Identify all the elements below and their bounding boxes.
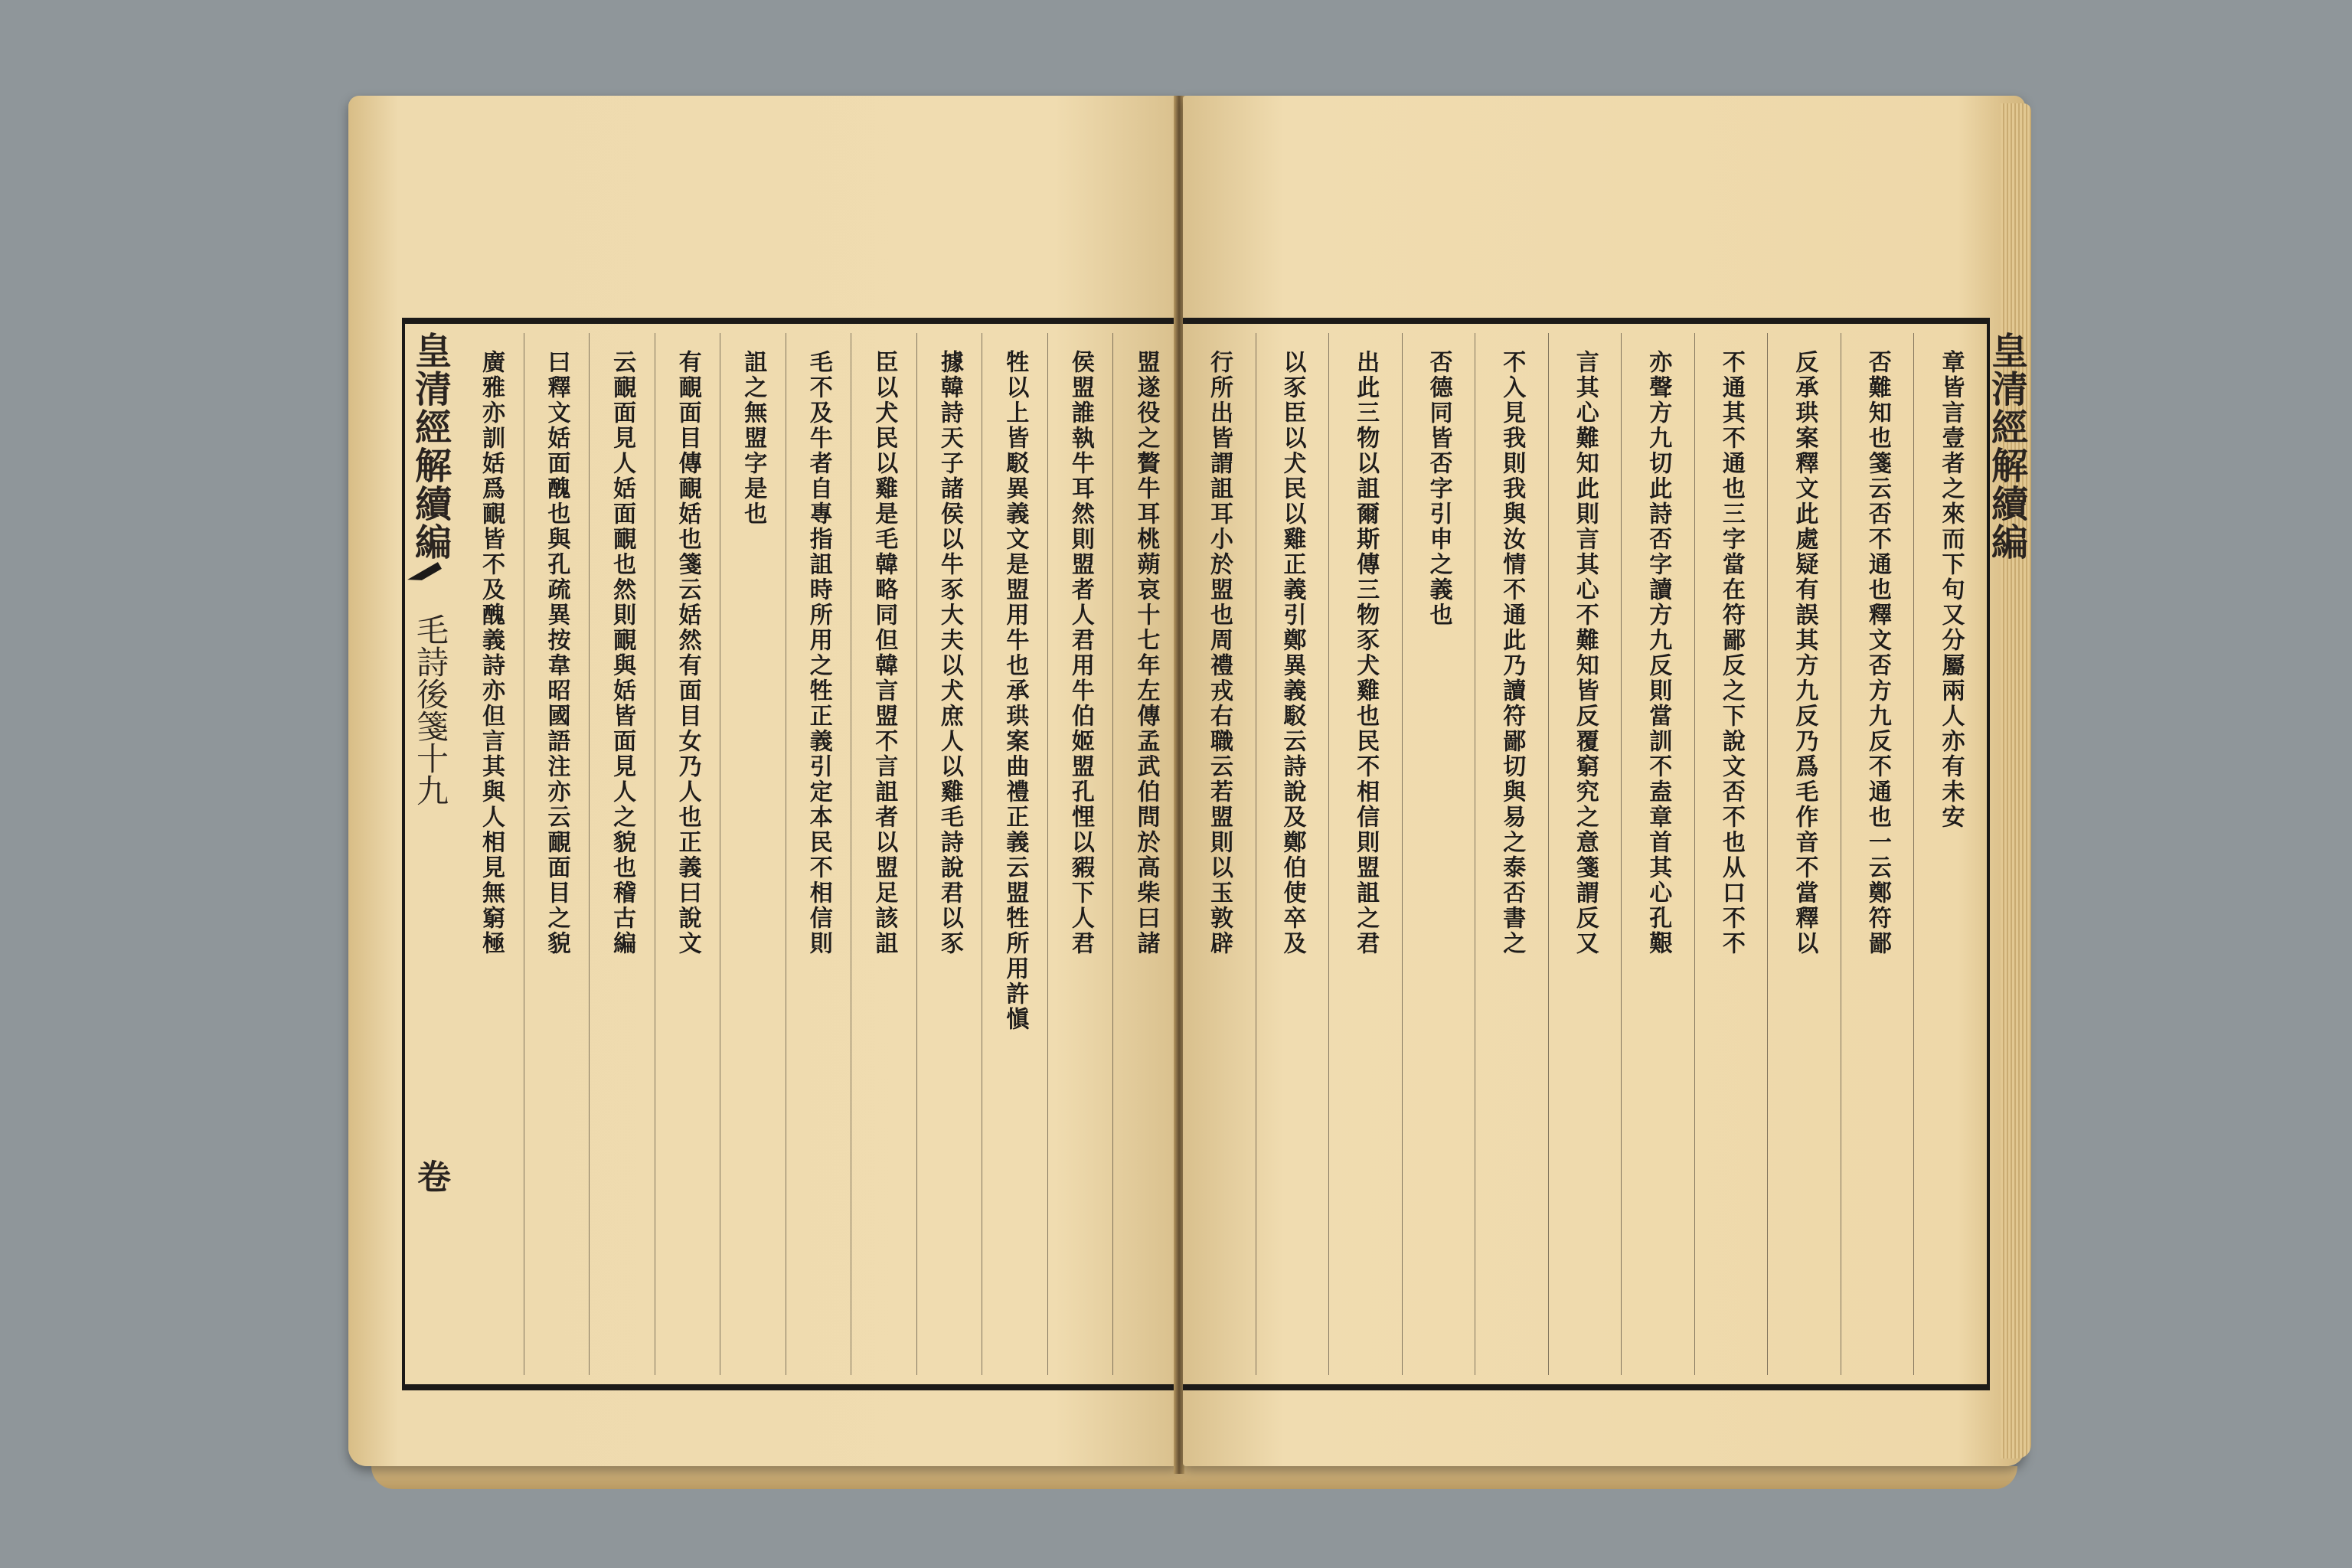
text-column: 否難知也箋云否不通也釋文否方九反不通也一云鄭符鄙: [1841, 333, 1914, 1375]
right-text-frame: [1183, 318, 2028, 1390]
left-spine-subtitle: 毛詩後箋十九: [412, 613, 449, 806]
text-column: 亦聲方九切此詩否字讀方九反則當訓不盍章首其心孔艱: [1621, 333, 1694, 1375]
text-column: 行所出皆謂詛耳小於盟也周禮戎右職云若盟則以玉敦辟: [1206, 350, 1233, 956]
left-text-columns: [459, 333, 1178, 1375]
text-column: 廣雅亦訓姡爲靦皆不及醜義詩亦但言其與人相見無窮極: [478, 350, 505, 956]
text-column: 盟遂役之贅牛耳桃蒴哀十七年左傳孟武伯問於高柴曰諸: [1112, 333, 1178, 1375]
text-column: 詛之無盟字是也: [720, 333, 786, 1375]
text-column: 言其心難知此則言其心不難知皆反覆窮究之意箋謂反又: [1548, 333, 1622, 1375]
text-column: 否德同皆否字引申之義也: [1402, 333, 1475, 1375]
right-page-margin-label: [1984, 324, 2028, 1384]
text-column: 以豕臣以犬民以雞正義引鄭異義駁云詩說及鄭伯使卒及: [1256, 333, 1329, 1375]
text-column: 據韓詩天子諸侯以牛豕大夫以犬庶人以雞毛詩說君以豕: [916, 333, 982, 1375]
text-column: 毛不及牛者自專指詛時所用之牲正義引定本民不相信則: [786, 333, 851, 1375]
text-column: 章皆言壹者之來而下句又分屬兩人亦有未安: [1913, 333, 1987, 1375]
text-column: 有靦面目傳靦姡也箋云姡然有面目女乃人也正義曰說文: [655, 333, 720, 1375]
text-column: 曰釋文姡面醜也與孔疏異按韋昭國語注亦云靦面目之貌: [524, 333, 590, 1375]
right-text-columns: [1183, 333, 1987, 1375]
text-column: 不通其不通也三字當在符鄙反之下說文否不也从口不不: [1694, 333, 1768, 1375]
text-column: 牲以上皆駁異義文是盟用牛也承珙案曲禮正義云盟牲所用許愼: [982, 333, 1047, 1375]
left-spine-page-mark: 卷: [411, 1159, 450, 1193]
text-column: 臣以犬民以雞是毛韓略同但韓言盟不言詛者以盟足該詛: [851, 333, 916, 1375]
left-page: [348, 96, 1179, 1466]
text-column: 反承珙案釋文此處疑有誤其方九反乃爲毛作音不當釋以: [1767, 333, 1841, 1375]
text-column: 出此三物以詛爾斯傳三物豕犬雞也民不相信則盟詛之君: [1328, 333, 1402, 1375]
left-spine-title: 皇清經解續編: [408, 332, 452, 561]
left-text-frame: [402, 318, 1178, 1390]
right-spine-title: 皇清經解續編: [1984, 332, 2028, 561]
right-page: [1183, 96, 2028, 1466]
text-column: 云靦面見人姡面靦也然則靦與姡皆面見人之貌也稽古編: [589, 333, 655, 1375]
text-column: 侯盟誰執牛耳然則盟者人君用牛伯姬盟孔悝以豭下人君: [1047, 333, 1113, 1375]
fish-tail-marker-icon: [407, 562, 453, 606]
book-bottom-edge: [371, 1466, 2017, 1489]
text-column: 不入見我則我與汝情不通此乃讀符鄙切與易之泰否書之: [1475, 333, 1548, 1375]
left-page-margin-label: [405, 324, 456, 1384]
open-book: [348, 96, 2028, 1493]
